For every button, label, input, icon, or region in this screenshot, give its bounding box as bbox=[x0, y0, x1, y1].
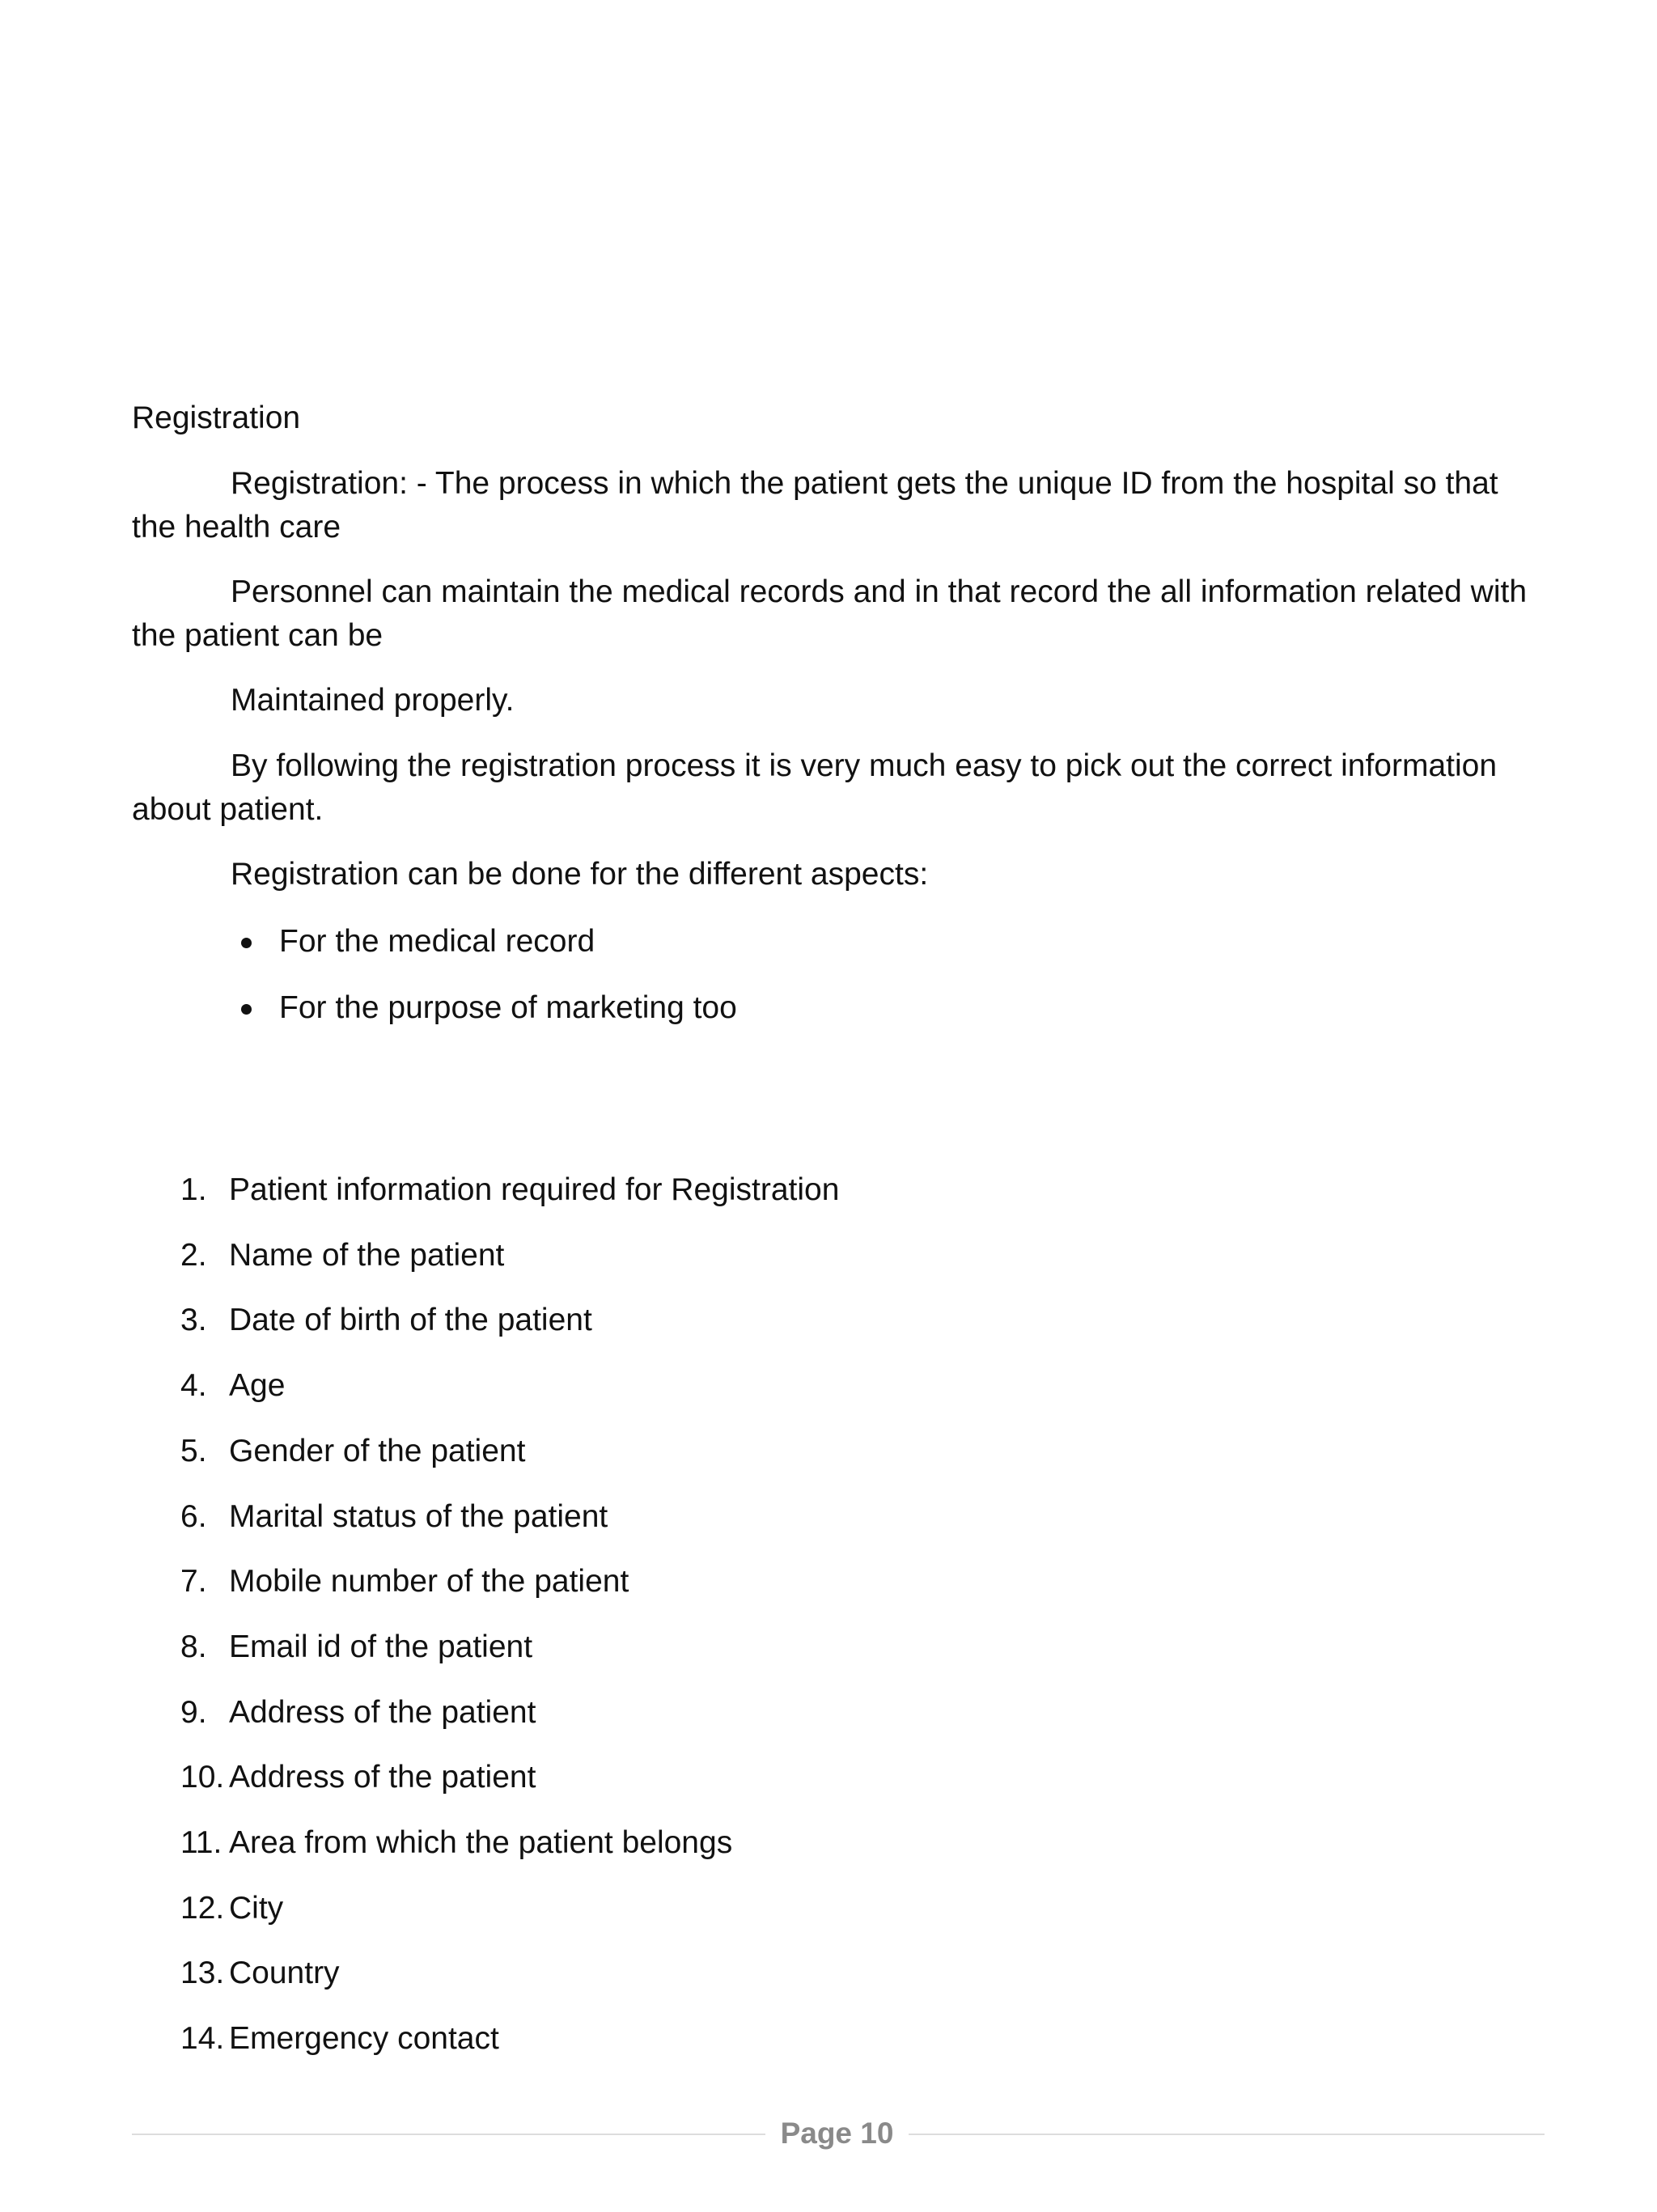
list-item-number: 12. bbox=[180, 1891, 225, 1926]
list-item-number: 4. bbox=[180, 1368, 207, 1403]
paragraph-5: Registration can be done for the different aspects: bbox=[231, 857, 929, 892]
footer-rule-right bbox=[909, 2134, 1545, 2135]
footer-rule-left bbox=[132, 2134, 765, 2135]
page-number: Page 10 bbox=[780, 2117, 894, 2150]
bullet-text: For the purpose of marketing too bbox=[279, 990, 737, 1025]
list-item-text: Patient information required for Registration bbox=[229, 1172, 840, 1207]
list-item-number: 13. bbox=[180, 1956, 225, 1990]
list-item-number: 8. bbox=[180, 1629, 207, 1664]
list-item-number: 2. bbox=[180, 1238, 207, 1273]
paragraph-2: Personnel can maintain the medical records and in that record the all information related with the patient can be bbox=[132, 574, 1528, 653]
list-item-text: City bbox=[229, 1891, 284, 1926]
list-item-text: Area from which the patient belongs bbox=[229, 1825, 733, 1860]
section-heading: Registration bbox=[132, 400, 301, 435]
bullet-text: For the medical record bbox=[279, 924, 595, 959]
bullet-dot-icon bbox=[241, 1004, 252, 1015]
list-item-number: 9. bbox=[180, 1695, 207, 1730]
list-item-text: Address of the patient bbox=[229, 1760, 536, 1795]
bullet-item bbox=[279, 920, 595, 964]
bullet-dot-icon bbox=[241, 938, 252, 948]
list-item-number: 14. bbox=[180, 2021, 225, 2056]
list-item-text: Emergency contact bbox=[229, 2021, 499, 2056]
list-item-number: 3. bbox=[180, 1303, 207, 1337]
list-item-number: 1. bbox=[180, 1172, 207, 1207]
paragraph-4: By following the registration process it is very much easy to pick out the correct information about patient. bbox=[132, 748, 1498, 827]
list-item-text: Email id of the patient bbox=[229, 1629, 533, 1664]
list-item-text: Date of birth of the patient bbox=[229, 1303, 592, 1337]
list-item-number: 11. bbox=[180, 1825, 222, 1860]
bullet-item bbox=[279, 986, 737, 1030]
list-item-text: Age bbox=[229, 1368, 286, 1403]
list-item-number: 5. bbox=[180, 1434, 207, 1468]
list-item-number: 10. bbox=[180, 1760, 225, 1795]
list-item-text: Address of the patient bbox=[229, 1695, 536, 1730]
list-item-number: 6. bbox=[180, 1499, 207, 1534]
paragraph-1: Registration: - The process in which the patient gets the unique ID from the hospital so that the health care bbox=[132, 466, 1498, 545]
list-item-text: Name of the patient bbox=[229, 1238, 505, 1273]
list-item-text: Gender of the patient bbox=[229, 1434, 526, 1468]
list-item-number: 7. bbox=[180, 1564, 207, 1599]
list-item-text: Mobile number of the patient bbox=[229, 1564, 629, 1599]
paragraph-3: Maintained properly. bbox=[231, 683, 515, 718]
list-item-text: Marital status of the patient bbox=[229, 1499, 608, 1534]
list-item-text: Country bbox=[229, 1956, 340, 1990]
